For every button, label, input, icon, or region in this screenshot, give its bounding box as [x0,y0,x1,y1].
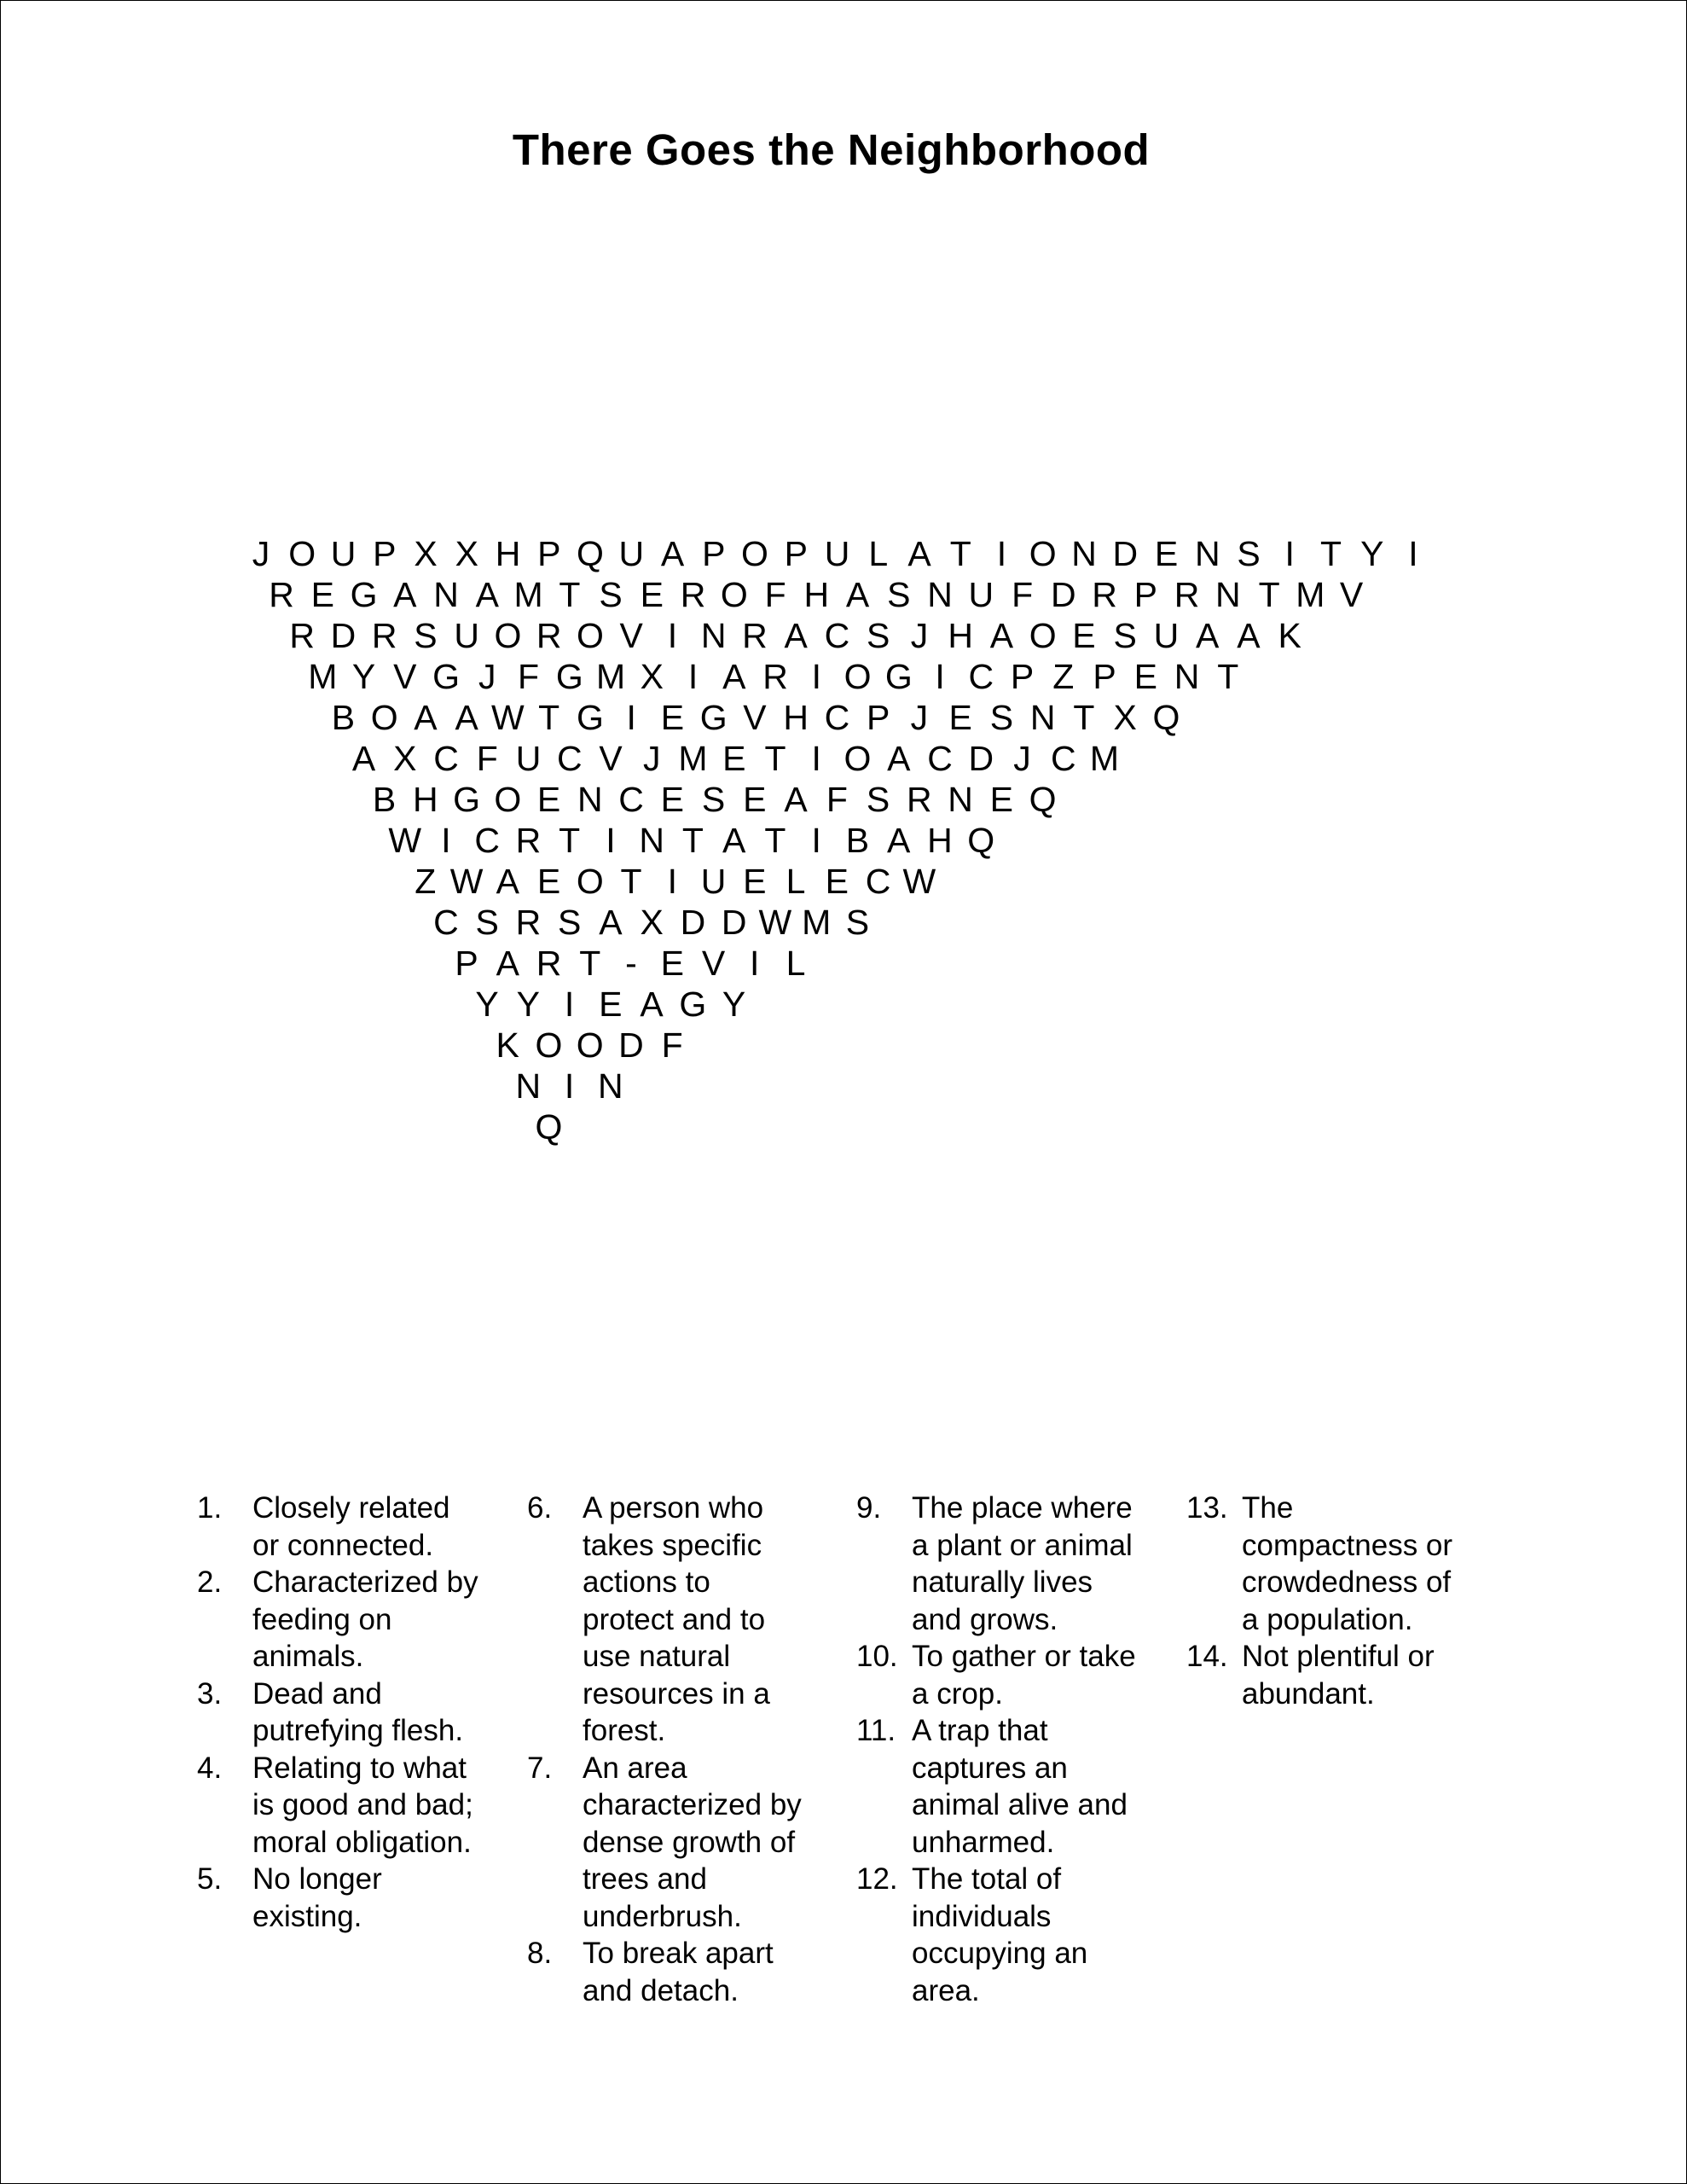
grid-letter[interactable]: Y [722,985,746,1024]
grid-letter[interactable]: C [433,903,459,942]
grid-letter[interactable]: B [372,780,397,819]
clue-number: 13. [1186,1491,1228,1525]
grid-letter[interactable]: C [824,698,850,737]
grid-letter[interactable]: V [619,616,643,655]
grid-letter[interactable]: A [722,821,746,860]
grid-letter[interactable]: A [1196,616,1220,655]
grid-letter[interactable]: F [476,739,498,778]
grid-letter[interactable]: E [660,944,684,983]
grid-letter[interactable]: O [1029,616,1057,655]
grid-letter[interactable]: T [1073,698,1095,737]
grid-letter[interactable]: A [660,534,685,573]
grid-letter[interactable]: S [867,616,890,655]
grid-letter[interactable]: I [667,862,677,901]
grid-letter[interactable]: P [1133,575,1158,614]
grid-letter[interactable]: S [1113,616,1137,655]
grid-letter[interactable]: A [640,985,664,1024]
grid-letter[interactable]: E [599,985,623,1024]
grid-letter[interactable]: V [393,657,417,696]
grid-letter[interactable]: V [701,944,726,983]
grid-letter[interactable]: S [989,698,1014,737]
grid-letter[interactable]: O [288,534,316,573]
grid-letter[interactable]: T [559,821,581,860]
clue-item [197,1676,521,1750]
grid-letter[interactable]: M [802,903,832,942]
grid-letter[interactable]: J [1013,739,1031,778]
clue-number: 4. [197,1751,223,1785]
grid-letter[interactable]: L [868,534,889,573]
grid-letter[interactable]: A [475,575,500,614]
grid-letter[interactable]: R [289,616,315,655]
grid-letter[interactable]: J [643,739,661,778]
grid-letter[interactable]: D [680,903,706,942]
grid-letter[interactable]: U [515,739,542,778]
grid-letter[interactable]: A [989,616,1014,655]
grid-letter[interactable]: R [1092,575,1117,614]
grid-letter[interactable]: Q [967,821,995,860]
grid-letter[interactable]: C [865,862,891,901]
grid-letter[interactable]: A [887,739,911,778]
grid-letter[interactable]: E [660,780,685,819]
grid-letter[interactable]: I [811,821,821,860]
grid-letter[interactable]: C [927,739,953,778]
grid-letter[interactable]: L [786,944,806,983]
grid-letter[interactable]: U [968,575,994,614]
clue-text: No longer existing. [252,1862,382,1933]
grid-letter[interactable]: F [661,1025,683,1065]
grid-letter[interactable]: F [826,780,848,819]
clue-text: The place where a plant or animal naturally lives and grows. [912,1491,1133,1636]
grid-letter[interactable]: I [687,657,699,696]
grid-letter[interactable]: P [373,534,397,573]
grid-letter[interactable]: N [577,780,603,819]
clue-column [527,1490,851,2009]
clue-item [1186,1638,1510,1712]
clue-text: To gather or take a crop. [912,1640,1136,1711]
grid-letter[interactable]: A [907,534,931,573]
grid-letter[interactable]: O [494,780,522,819]
grid-letter[interactable]: T [538,698,560,737]
clue-number: 10. [856,1640,898,1673]
grid-letter[interactable]: O [535,1025,563,1065]
grid-letter[interactable]: S [414,616,438,655]
clue-item [856,1861,1180,2009]
clue-item [197,1490,521,1564]
grid-letter[interactable]: N [1174,657,1200,696]
grid-letter[interactable]: C [824,616,850,655]
grid-letter[interactable]: E [722,739,746,778]
grid-letter[interactable]: R [371,616,397,655]
grid-letter[interactable]: Q [1029,780,1057,819]
grid-letter[interactable]: P [866,698,890,737]
grid-letter[interactable]: E [1133,657,1157,696]
grid-letter[interactable]: H [413,780,438,819]
grid-letter[interactable]: T [1258,575,1280,614]
grid-letter[interactable]: K [1278,616,1301,655]
clue-text: A trap that captures an animal alive and unharmed. [912,1714,1128,1859]
grid-letter[interactable]: O [844,739,872,778]
grid-letter[interactable]: R [269,575,294,614]
grid-letter[interactable]: V [599,739,623,778]
grid-letter[interactable]: E [660,698,685,737]
grid-letter[interactable]: P [1010,657,1035,696]
grid-letter[interactable]: S [845,903,870,942]
grid-letter[interactable]: P [455,944,478,983]
grid-letter[interactable]: N [515,1066,542,1106]
grid-letter[interactable]: R [515,821,542,860]
grid-letter[interactable]: O [844,657,872,696]
clue-number: 6. [527,1491,553,1525]
grid-letter[interactable]: N [948,780,973,819]
grid-letter[interactable]: G [884,657,913,696]
clue-item [197,1564,521,1676]
grid-letter[interactable]: H [783,698,809,737]
clue-number: 5. [197,1862,223,1896]
grid-letter[interactable]: V [1339,575,1364,614]
clue-text: Not plentiful or abundant. [1242,1640,1435,1711]
grid-letter[interactable]: E [825,862,849,901]
clue-number: 1. [197,1491,223,1525]
grid-letter[interactable]: I [441,821,451,860]
grid-letter[interactable]: X [393,739,417,778]
clue-text: The compactness or crowdedness of a population. [1242,1491,1453,1636]
grid-letter[interactable]: W [388,821,422,860]
grid-letter[interactable]: R [1174,575,1200,614]
grid-letter[interactable]: G [679,985,707,1024]
grid-letter[interactable]: B [331,698,356,737]
grid-letter[interactable]: E [310,575,335,614]
grid-letter[interactable]: I [750,944,760,983]
grid-letter[interactable]: I [626,698,636,737]
grid-letter[interactable]: I [935,657,945,696]
clue-list [197,1490,1493,2070]
grid-letter[interactable]: T [1217,657,1239,696]
grid-letter[interactable]: Z [415,862,437,901]
grid-letter[interactable]: A [393,575,417,614]
grid-letter[interactable]: H [948,616,973,655]
grid-letter[interactable]: T [620,862,642,901]
grid-letter[interactable]: O [576,616,604,655]
grid-letter[interactable]: E [989,780,1014,819]
grid-letter[interactable]: M [678,739,708,778]
clue-item [856,1638,1180,1712]
grid-letter[interactable]: G [555,657,583,696]
grid-letter[interactable]: M [595,657,626,696]
grid-letter[interactable]: E [948,698,972,737]
grid-letter[interactable]: I [811,657,821,696]
grid-letter[interactable]: T [764,739,786,778]
grid-letter[interactable]: J [478,657,496,696]
grid-letter[interactable]: D [330,616,357,655]
grid-letter[interactable]: A [599,903,623,942]
clue-number: 2. [197,1565,223,1599]
grid-letter[interactable]: I [564,1066,575,1106]
grid-letter[interactable]: G [453,780,481,819]
grid-letter[interactable]: V [743,698,767,737]
grid-letter[interactable]: U [824,534,850,573]
grid-letter[interactable]: L [786,862,806,901]
grid-letter[interactable]: N [1194,534,1220,573]
grid-letter[interactable]: U [618,534,645,573]
grid-letter[interactable]: N [927,575,953,614]
grid-letter[interactable]: A [496,862,519,901]
grid-letter[interactable]: O [370,698,398,737]
grid-letter[interactable]: O [720,575,748,614]
grid-letter[interactable]: C [474,821,500,860]
grid-letter[interactable]: N [1215,575,1241,614]
grid-letter[interactable]: Z [1052,657,1075,696]
grid-letter[interactable]: G [432,657,460,696]
grid-letter[interactable]: D [721,903,747,942]
grid-letter[interactable]: K [496,1025,519,1065]
grid-letter[interactable]: O [741,534,768,573]
grid-letter[interactable]: E [1154,534,1179,573]
grid-letter[interactable]: E [536,862,561,901]
grid-letter[interactable]: I [667,616,678,655]
grid-letter[interactable]: T [681,821,704,860]
grid-letter[interactable]: Y [516,985,541,1024]
clue-item [856,1490,1180,1638]
grid-letter[interactable]: H [495,534,521,573]
grid-letter[interactable]: T [579,944,601,983]
clue-number: 14. [1186,1640,1228,1673]
grid-letter[interactable]: C [618,780,644,819]
clue-number: 12. [856,1862,898,1896]
grid-letter[interactable]: J [910,616,929,655]
grid-letter[interactable]: Y [475,985,499,1024]
grid-letter[interactable]: F [518,657,540,696]
grid-letter[interactable]: E [1072,616,1096,655]
grid-letter[interactable]: I [564,985,575,1024]
grid-letter[interactable]: P [537,534,561,573]
grid-letter[interactable]: C [433,739,459,778]
grid-letter[interactable]: X [640,903,664,942]
grid-letter[interactable]: O [576,862,604,901]
grid-letter[interactable]: O [494,616,522,655]
grid-letter[interactable]: A [887,821,911,860]
grid-letter[interactable]: W [758,903,792,942]
grid-letter[interactable]: A [784,780,808,819]
grid-letter[interactable]: R [762,657,788,696]
grid-letter[interactable]: X [455,534,478,573]
grid-letter[interactable]: S [866,780,890,819]
grid-letter[interactable]: W [491,698,525,737]
grid-letter[interactable]: R [907,780,932,819]
grid-letter[interactable]: J [910,698,929,737]
grid-letter[interactable]: I [811,739,821,778]
clue-column [1186,1490,1510,1712]
grid-letter[interactable]: X [640,657,664,696]
page-title: There Goes the Neighborhood [512,125,1151,174]
clue-item [527,1750,851,1936]
grid-letter[interactable]: T [559,575,581,614]
clue-number: 7. [527,1751,553,1785]
grid-letter[interactable]: A [414,698,438,737]
grid-letter[interactable]: S [1237,534,1261,573]
clue-column [197,1490,521,1935]
grid-letter[interactable]: C [1050,739,1076,778]
grid-letter[interactable]: C [968,657,994,696]
grid-letter[interactable]: N [700,616,727,655]
clue-item [527,1490,851,1750]
grid-letter[interactable]: S [887,575,911,614]
grid-letter[interactable]: F [1012,575,1034,614]
grid-letter[interactable]: Y [351,657,376,696]
clue-item [856,1712,1180,1861]
grid-letter[interactable]: C [556,739,583,778]
clue-text: A person who takes specific actions to protect and to use natural resources in a forest. [583,1491,770,1747]
grid-letter[interactable]: Q [1152,698,1180,737]
grid-letter[interactable]: T [1319,534,1342,573]
grid-letter[interactable]: M [308,657,338,696]
grid-letter[interactable]: O [576,1025,604,1065]
grid-letter[interactable]: G [350,575,378,614]
grid-letter[interactable]: X [414,534,438,573]
grid-letter[interactable]: S [701,780,726,819]
grid-letter[interactable]: A [496,944,519,983]
grid-letter[interactable]: M [1089,739,1120,778]
clue-text: The total of individuals occupying an area. [912,1862,1088,2007]
grid-letter[interactable]: B [845,821,870,860]
grid-letter[interactable]: E [640,575,664,614]
clue-text: Dead and putrefying flesh. [252,1676,464,1747]
grid-letter[interactable]: G [576,698,604,737]
grid-letter[interactable]: Q [535,1107,563,1147]
grid-letter[interactable]: R [536,616,562,655]
clue-number: 8. [527,1937,553,1970]
grid-letter[interactable]: E [743,862,767,901]
grid-letter[interactable]: A [784,616,808,655]
grid-letter[interactable]: D [1112,534,1139,573]
grid-letter[interactable]: T [764,821,786,860]
grid-letter[interactable]: Y [1360,534,1384,573]
clue-item [197,1861,521,1935]
grid-letter[interactable]: X [1113,698,1137,737]
grid-letter[interactable]: N [597,1066,623,1106]
clue-text: Characterized by feeding on animals. [252,1565,478,1673]
grid-letter[interactable]: N [433,575,459,614]
grid-letter[interactable]: R [515,903,542,942]
clue-item [197,1750,521,1862]
grid-letter[interactable]: N [1029,698,1056,737]
grid-letter[interactable]: A [351,739,376,778]
grid-letter[interactable]: A [845,575,870,614]
grid-letter[interactable]: P [784,534,808,573]
grid-letter[interactable]: H [803,575,830,614]
grid-letter[interactable]: A [722,657,746,696]
grid-letter[interactable]: A [455,698,478,737]
grid-letter[interactable]: I [606,821,616,860]
clue-number: 3. [197,1676,223,1711]
grid-letter[interactable]: T [949,534,971,573]
grid-letter[interactable]: D [1051,575,1076,614]
grid-letter[interactable]: P [702,534,726,573]
grid-letter[interactable]: G [699,698,728,737]
grid-letter[interactable]: R [536,944,562,983]
grid-letter[interactable]: S [599,575,623,614]
clue-number: 9. [856,1491,882,1525]
clue-number: 11. [856,1714,896,1747]
grid-letter[interactable]: A [1237,616,1261,655]
clue-column [856,1490,1180,2009]
grid-letter[interactable]: S [557,903,582,942]
grid-letter[interactable]: N [1071,534,1097,573]
grid-letter[interactable]: E [536,780,561,819]
grid-letter[interactable]: D [968,739,994,778]
clue-text: An area characterized by dense growth of trees and underbrush. [583,1751,802,1933]
grid-letter[interactable]: U [454,616,479,655]
grid-letter[interactable]: D [618,1025,644,1065]
clue-item [1186,1490,1510,1638]
clue-text: Closely related or connected. [252,1491,450,1562]
grid-letter[interactable]: U [330,534,357,573]
grid-letter[interactable]: N [639,821,664,860]
grid-letter[interactable]: R [680,575,706,614]
grid-letter[interactable]: W [902,862,936,901]
grid-letter[interactable]: I [1408,534,1418,573]
grid-letter[interactable]: M [1296,575,1325,614]
grid-letter[interactable]: I [996,534,1007,573]
grid-letter[interactable]: P [1093,657,1116,696]
grid-letter[interactable]: W [449,862,484,901]
grid-letter[interactable]: Q [577,534,604,573]
grid-letter[interactable]: O [1029,534,1057,573]
grid-letter[interactable]: U [1153,616,1180,655]
word-search-grid [1,533,1686,1173]
grid-letter[interactable]: E [743,780,767,819]
clue-text: Relating to what is good and bad; moral obligation. [252,1751,473,1859]
grid-letter[interactable]: M [513,575,543,614]
clue-item [527,1935,851,2009]
grid-letter[interactable]: I [1284,534,1295,573]
grid-letter[interactable]: U [700,862,727,901]
grid-letter[interactable]: - [625,944,637,983]
grid-letter[interactable]: F [764,575,786,614]
grid-letter[interactable]: J [252,534,270,573]
grid-letter[interactable]: R [742,616,768,655]
grid-letter[interactable]: H [927,821,953,860]
grid-letter[interactable]: S [475,903,499,942]
clue-text: To break apart and detach. [583,1937,774,2007]
